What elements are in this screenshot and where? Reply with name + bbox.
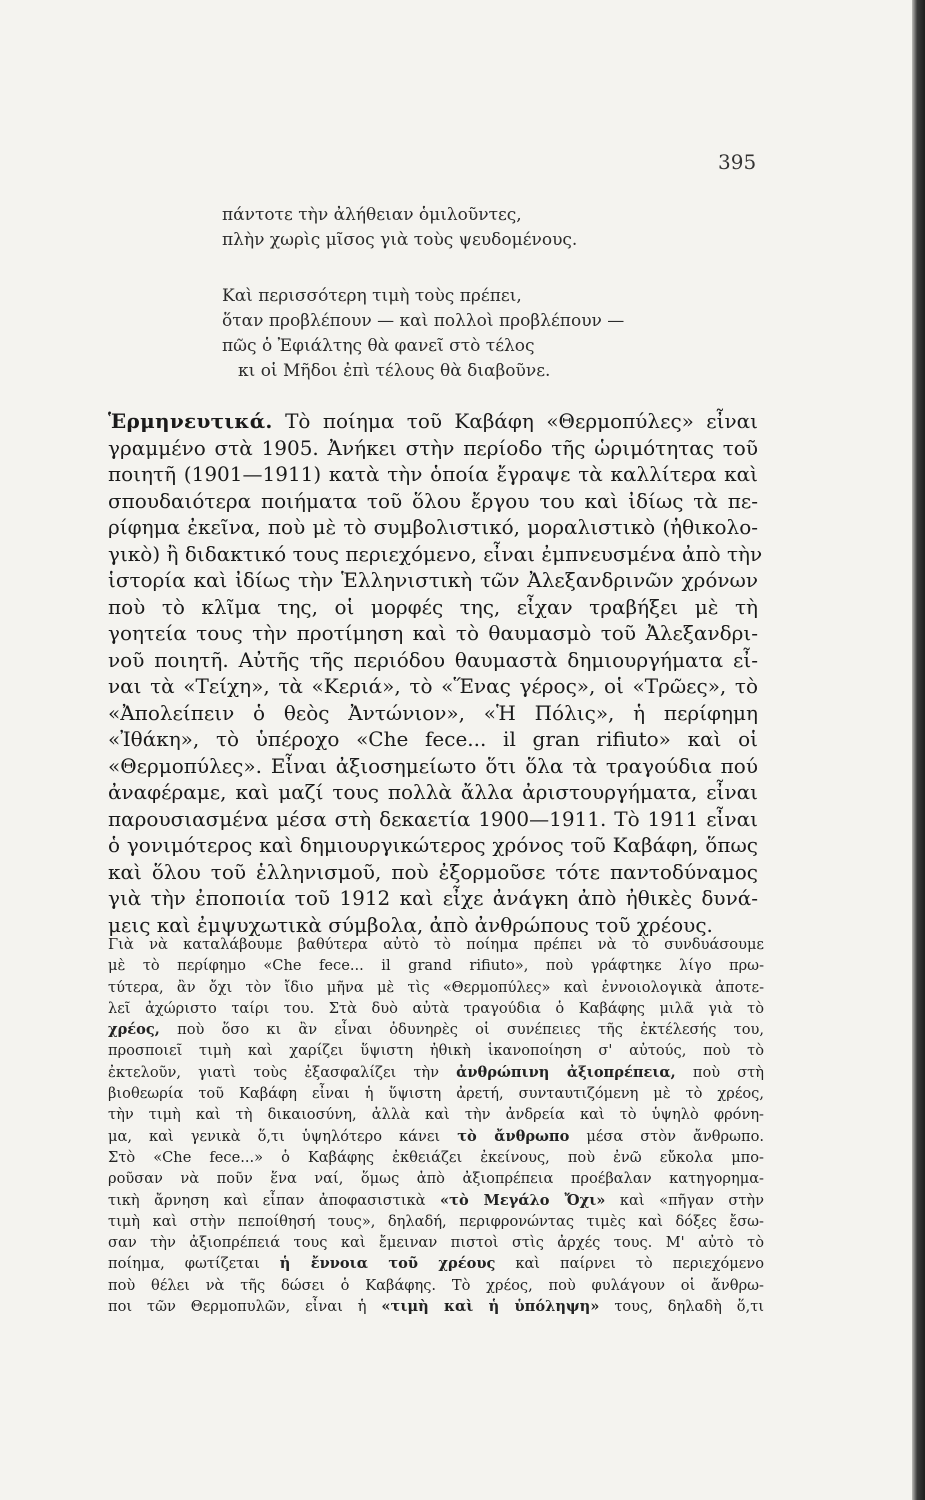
paragraph-line: γοητεία τους τὴν προτίμηση καὶ τὸ θαυμασμὸ τοῦ Ἀλεξανδρι- — [108, 621, 758, 645]
note-line: ποὺ θέλει νὰ τῆς δώσει ὁ Καβάφης. Τὸ χρέος, ποὺ φυλάγουν οἱ ἄνθρω- — [108, 1276, 764, 1294]
note-line: τιμὴ καὶ στὴν πεποίθησή τους», δηλαδή, περιφρονώντας τιμὲς καὶ δόξες ἔσω- — [108, 1212, 764, 1230]
note-line: ποι τῶν Θερμοπυλῶν, εἶναι ἡ «τιμὴ καὶ ἡ ὑπόληψη» τους, δηλαδὴ ὅ,τι — [108, 1298, 765, 1316]
paragraph-line: καὶ ὅλου τοῦ ἑλληνισμοῦ, ποὺ ἐξορμοῦσε τότε παντοδύναμος — [108, 859, 758, 884]
paragraph-line: νοῦ ποιητῆ. Αὐτῆς τῆς περιόδου θαυμαστὰ δημιουργήματα εἶ- — [108, 647, 758, 672]
paragraph-line: γικὸ) ἢ διδακτικό τους περιεχόμενο, εἶναι ἐμπνευσμένα ἀπὸ τὴν — [108, 541, 763, 566]
note-line: προσποιεῖ τιμὴ καὶ χαρίζει ὕψιστη ἠθικὴ ἱκανοποίηση σ' αὐτούς, ποὺ τὸ — [108, 1042, 764, 1060]
paragraph-line: «Θερμοπύλες». Εἶναι ἀξιοσημείωτο ὅτι ὅλα τὰ τραγούδια πού — [108, 753, 758, 778]
note-line: χρέος, ποὺ ὅσο κι ἂν εἶναι ὀδυνηρὲς οἱ συνέπειες τῆς ἐκτέλεσής του, — [108, 1021, 764, 1039]
page-edge-shadow — [912, 0, 925, 1500]
paragraph-line: ναι τὰ «Τείχη», τὰ «Κεριά», τὸ «Ἕνας γέρος», οἱ «Τρῶες», τὸ — [108, 674, 758, 698]
note-line: μὲ τὸ περίφημο «Che fece... il grand rifiuto», ποὺ γράφτηκε λίγο πρω- — [108, 957, 764, 975]
note-paragraph — [108, 934, 764, 1317]
paragraph-line: «Ἰθάκη», τὸ ὑπέροχο «Che fece... il gran rifiuto» καὶ οἱ — [108, 727, 758, 751]
paragraph-line: ἀναφέραμε, καὶ μαζί τους πολλὰ ἄλλα ἀριστουργήματα, εἶναι — [108, 780, 758, 804]
paragraph-line: ποιητῆ (1901—1911) κατὰ τὴν ὁποία ἔγραψε τὰ καλλίτερα καὶ — [108, 462, 758, 486]
note-line: Γιὰ νὰ καταλάβουμε βαθύτερα αὐτὸ τὸ ποίημα πρέπει νὰ τὸ συνδυάσουμε — [108, 936, 764, 953]
paragraph-line: γραμμένο στὰ 1905. Ἀνήκει στὴν περίοδο τῆς ὡριμότητας τοῦ — [108, 435, 758, 460]
note-line: τικὴ ἄρνηση καὶ εἶπαν ἀποφασιστικὰ «τὸ Μεγάλο Ὄχι» καὶ «πῆγαν στὴν — [108, 1191, 765, 1209]
note-line: σαν τὴν ἀξιοπρέπειά τους καὶ ἔμειναν πιστοὶ στὶς ἀρχές τους. Μ' αὐτὸ τὸ — [108, 1234, 764, 1252]
paragraph-line: σπουδαιότερα ποιήματα τοῦ ὅλου ἔργου του καὶ ἰδίως τὰ πε- — [108, 488, 758, 513]
section-heading: Ἑρμηνευτικά. — [108, 409, 273, 433]
paragraph-line: Ἑρμηνευτικά. Τὸ ποίημα τοῦ Καβάφη «Θερμοπύλες» εἶναι — [108, 409, 758, 433]
poem-stanza-1 — [222, 203, 577, 253]
note-line: ποίημα, φωτίζεται ἡ ἔννοια τοῦ χρέους καὶ παίρνει τὸ περιεχόμενο — [108, 1255, 765, 1273]
poem-line: πλὴν χωρὶς μῖσος γιὰ τοὺς ψευδομένους. — [222, 230, 578, 250]
note-line: μα, καὶ γενικὰ ὅ,τι ὑψηλότερο κάνει τὸ ἄνθρωπο μέσα στὸν ἄνθρωπο. — [108, 1127, 765, 1145]
note-line: λεῖ ἀχώριστο ταίρι του. Στὰ δυὸ αὐτὰ τραγούδια ὁ Καβάφης μιλᾶ γιὰ τὸ — [108, 999, 764, 1017]
paragraph-line: «Ἀπολείπειν ὁ θεὸς Ἀντώνιον», «Ἡ Πόλις», ἡ περίφημη — [108, 700, 758, 725]
note-line: Στὸ «Che fece...» ὁ Καβάφης ἐκθειάζει ἐκείνους, ποὺ ἐνῶ εὔκολα μπο- — [108, 1148, 764, 1166]
poem-line: πῶς ὁ Ἐφιάλτης θὰ φανεῖ στὸ τέλος — [222, 336, 535, 356]
poem-line: ὅταν προβλέπουν — καὶ πολλοὶ προβλέπουν — — [222, 311, 625, 331]
poem-line: πάντοτε τὴν ἀλήθειαν ὁμιλοῦντες, — [222, 205, 522, 225]
paragraph-line: ρίφημα ἐκεῖνα, ποὺ μὲ τὸ συμβολιστικό, μοραλιστικὸ (ἠθικολο- — [108, 515, 758, 539]
paragraph-line: μεις καὶ ἐμψυχωτικὰ σύμβολα, ἀπὸ ἀνθρώπους τοῦ χρέους. — [108, 912, 713, 937]
note-line: ἐκτελοῦν, γιατὶ τοὺς ἐξασφαλίζει τὴν ἀνθρώπινη ἀξιοπρέπεια, ποὺ στὴ — [108, 1063, 764, 1081]
note-line: τὴν τιμὴ καὶ τὴ δικαιοσύνη, ἀλλὰ καὶ τὴν ἀνδρεία καὶ τὸ ὑψηλὸ φρόνη- — [108, 1106, 764, 1124]
paragraph-line: παρουσιασμένα μέσα στὴ δεκαετία 1900—1911. Τὸ 1911 εἶναι — [108, 806, 758, 831]
note-line: βιοθεωρία τοῦ Καβάφη εἶναι ἡ ὕψιστη ἀρετή, συνταυτιζόμενη μὲ τὸ χρέος, — [108, 1085, 764, 1103]
poem-line: Καὶ περισσότερη τιμὴ τοὺς πρέπει, — [222, 286, 522, 306]
note-line: ροῦσαν νὰ ποῦν ἕνα ναί, ὅμως ἀπὸ ἀξιοπρέπεια προέβαλαν κατηγορημα- — [108, 1170, 764, 1188]
paragraph-line: ὁ γονιμότερος καὶ δημιουργικώτερος χρόνος τοῦ Καβάφη, ὅπως — [108, 833, 758, 857]
poem-stanza-2 — [222, 284, 624, 384]
note-line: τύτερα, ἂν ὄχι τὸν ἴδιο μῆνα μὲ τὶς «Θερμοπύλες» καὶ ἐννοιολογικὰ ἀποτε- — [108, 978, 764, 996]
paragraph-line: γιὰ τὴν ἐποποιία τοῦ 1912 καὶ εἶχε ἀνάγκη ἀπὸ ἠθικὲς δυνά- — [108, 886, 758, 910]
poem-line: κι οἱ Μῆδοι ἐπὶ τέλους θὰ διαβοῦνε. — [238, 361, 551, 381]
page-number: 395 — [718, 150, 757, 174]
paragraph-line: ἱστορία καὶ ἰδίως τὴν Ἑλληνιστικὴ τῶν Ἀλεξανδρινῶν χρόνων — [108, 568, 758, 592]
commentary-paragraph — [108, 408, 763, 938]
paragraph-line: ποὺ τὸ κλῖμα της, οἱ μορφές της, εἶχαν τραβήξει μὲ τὴ — [108, 594, 758, 619]
